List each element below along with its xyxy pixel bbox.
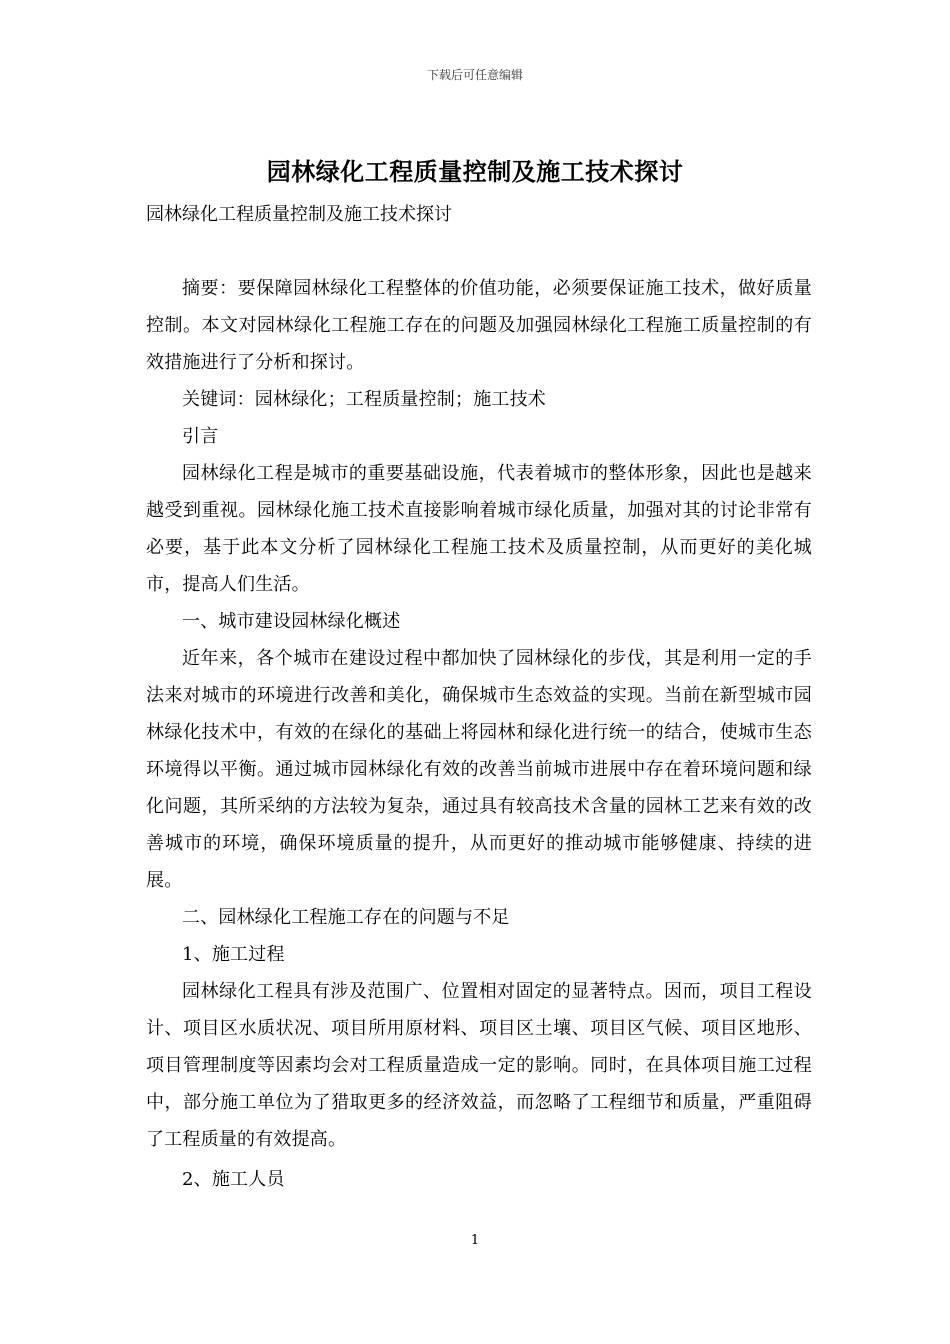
subsection-heading: 1、施工过程 [182,944,285,965]
section-heading: 一、城市建设园林绿化概述 [182,611,401,632]
document-subtitle: 园林绿化工程质量控制及施工技术探讨 [146,204,452,225]
abstract-paragraph: 摘要：要保障园林绿化工程整体的价值功能，必须要保证施工技术，做好质量控制。本文对园林绿化工程施工存在的问题及加强园林绿化工程施工质量控制的有效措施进行了分析和探讨。 [146,278,812,373]
body-paragraph: 近年来，各个城市在建设过程中都加快了园林绿化的步伐，其是利用一定的手法来对城市的环境进行改善和美化，确保城市生态效益的实现。当前在新型城市园林绿化技术中，有效的在绿化的基础上将园林和绿化进行统一的结合，使城市生态环境得以平衡。通过城市园林绿化有效的改善当前城市进展中存在着环境问题和绿化问题，其所采纳的方法较为复杂，通过具有较高技术含量的园林工艺来有效的改善城市的环境，确保环境质量的提升，从而更好的推动城市能够健康、持续的进展。 [146,648,812,891]
section-heading: 二、园林绿化工程施工存在的问题与不足 [182,907,510,928]
document-title: 园林绿化工程质量控制及施工技术探讨 [266,157,684,186]
body-paragraph: 园林绿化工程具有涉及范围广、位置相对固定的显著特点。因而，项目工程设计、项目区水质状况、项目所用原材料、项目区土壤、项目区气候、项目区地形、项目管理制度等因素均会对工程质量造成一定的影响。同时，在具体项目施工过程中，部分施工单位为了猎取更多的经济效益，而忽略了工程细节和质量，严重阻碍了工程质量的有效提高。 [146,981,812,1150]
blank-line [146,231,812,270]
section-heading-introduction: 引言 [182,426,219,447]
keywords-line: 关键词：园林绿化；工程质量控制；施工技术 [182,389,546,410]
subsection-heading: 2、施工人员 [182,1169,285,1190]
document-body [146,198,812,1198]
header-note: 下载后可任意编辑 [426,68,523,82]
page-number: 1 [470,1233,480,1248]
body-paragraph: 园林绿化工程是城市的重要基础设施，代表着城市的整体形象，因此也是越来越受到重视。园林绿化施工技术直接影响着城市绿化质量，加强对其的讨论非常有必要，基于此本文分析了园林绿化工程施工技术及质量控制，从而更好的美化城市，提高人们生活。 [146,463,812,595]
